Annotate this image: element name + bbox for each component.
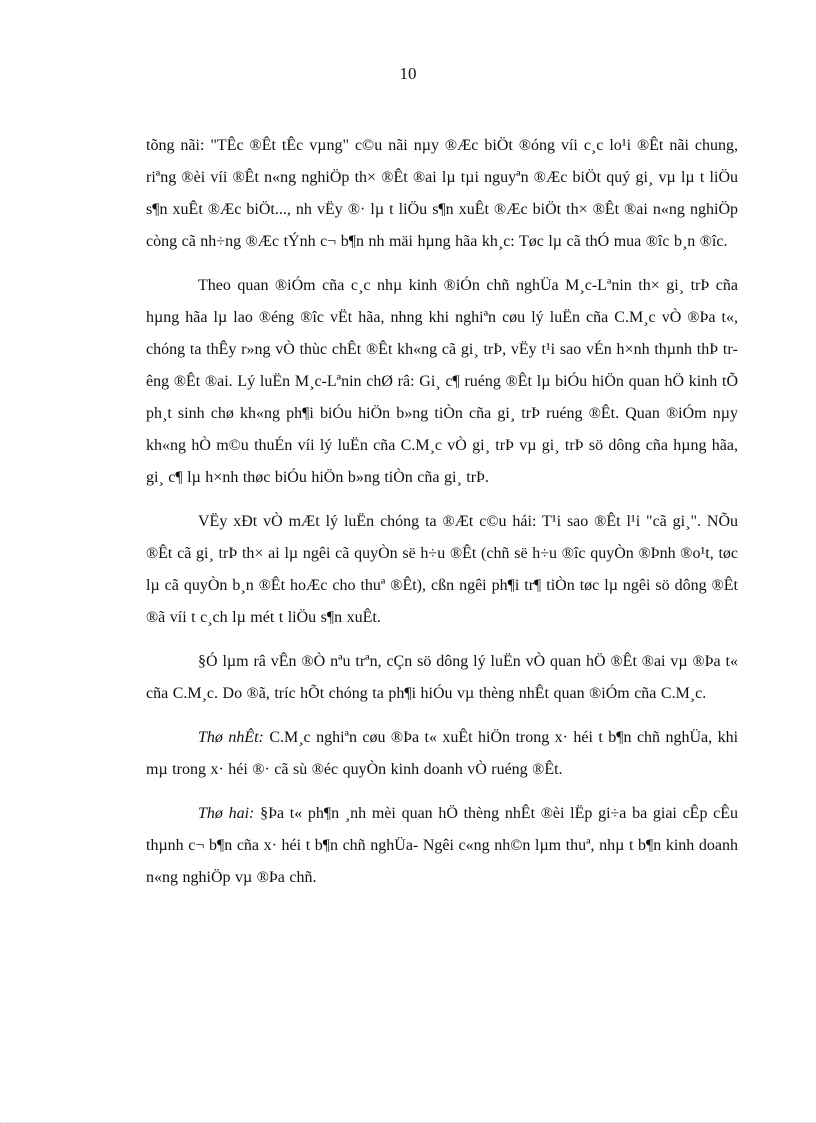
paragraph-5-label: Thø nhÊt: [198, 729, 264, 746]
page-number: 10 [399, 64, 417, 83]
paragraph-5 [146, 722, 738, 786]
paragraph-6-text: §Þa t« ph¶n ¸nh mèi quan hÖ thèng nhÊt ®èi lËp gi÷a ba giai cÊp cÊu thµnh c¬ b¶n cña x· héi t b¶n chñ nghÜa- Ngêi c«ng nh©n lµm thuª, nhµ t b¶n kinh doanh n«ng nghiÖp vµ ®Þa chñ. [146, 805, 739, 886]
paragraph-3: VËy xÐt vÒ mÆt lý luËn chóng ta ®Æt c©u hái: T¹i sao ®Êt l¹i "cã gi¸". NÕu ®Êt cã gi¸ trÞ th× ai lµ ngêi cã quyÒn së h÷u ®Êt (chñ së h÷u ®îc quyÒn ®Þnh ®o¹t, tøc lµ cã quyÒn b¸n ®Êt hoÆc cho thuª ®Êt), cßn ngêi ph¶i tr¶ tiÒn tøc lµ ngêi sö dông ®Êt ®ã víi t c¸ch lµ mét t liÖu s¶n xuÊt. [146, 513, 738, 626]
paragraph-6 [146, 798, 738, 894]
paragraph-4: §Ó lµm râ vÊn ®Ò nªu trªn, cÇn sö dông lý luËn vÒ quan hÖ ®Êt ®ai vµ ®Þa t« cña C.M¸c. Do ®ã, tríc hÕt chóng ta ph¶i hiÓu vµ thèng nhÊt quan ®iÓm cña C.M¸c. [146, 653, 738, 702]
body-text [146, 130, 738, 906]
paragraph-1: tõng nãi: "TÊc ®Êt tÊc vµng" c©u nãi nµy ®Æc biÖt ®óng víi c¸c lo¹i ®Êt nãi chung, riªng ®èi víi ®Êt n«ng nghiÖp th× ®Êt ®ai lµ tµi nguyªn ®Æc biÖt quý gi¸ vµ lµ t liÖu s¶n xuÊt ®Æc biÖt..., nh vËy ®· lµ t liÖu s¶n xuÊt ®Æc biÖt th× ®Êt ®ai n«ng nghiÖp còng cã nh÷ng ®Æc tÝnh c¬ b¶n nh mäi hµng hãa kh¸c: Tøc lµ cã thÓ mua ®îc b¸n ®îc. [146, 137, 738, 250]
paragraph-2: Theo quan ®iÓm cña c¸c nhµ kinh ®iÓn chñ nghÜa M¸c-Lªnin th× gi¸ trÞ cña hµng hãa lµ lao ®éng ®îc vËt hãa, nhng khi nghiªn cøu lý luËn cña C.M¸c vÒ ®Þa t«, chóng ta thÊy r»ng vÒ thùc chÊt ®Êt kh«ng cã gi¸ trÞ, vËy t¹i sao vÉn h×nh thµnh thÞ trêng ®Êt ®ai. Lý luËn M¸c-Lªnin chØ râ: Gi¸ c¶ ruéng ®Êt lµ biÓu hiÖn quan hÖ kinh tÕ ph¸t sinh chø kh«ng ph¶i biÓu hiÖn b»ng tiÒn cña gi¸ trÞ ruéng ®Êt. Quan ®iÓm nµy kh«ng hÒ m©u thuÉn víi lý luËn cña C.M¸c vÒ gi¸ trÞ vµ gi¸ trÞ sö dông cña hµng hãa, gi¸ c¶ lµ h×nh thøc biÓu hiÖn b»ng tiÒn cña gi¸ trÞ. [146, 277, 738, 486]
paragraph-6-label: Thø hai: [198, 805, 255, 822]
paragraph-5-text: C.M¸c nghiªn cøu ®Þa t« xuÊt hiÖn trong x· héi t b¶n chñ nghÜa, khi mµ trong x· héi ®· cã sù ®éc quyÒn kinh doanh vÒ ruéng ®Êt. [146, 729, 739, 778]
